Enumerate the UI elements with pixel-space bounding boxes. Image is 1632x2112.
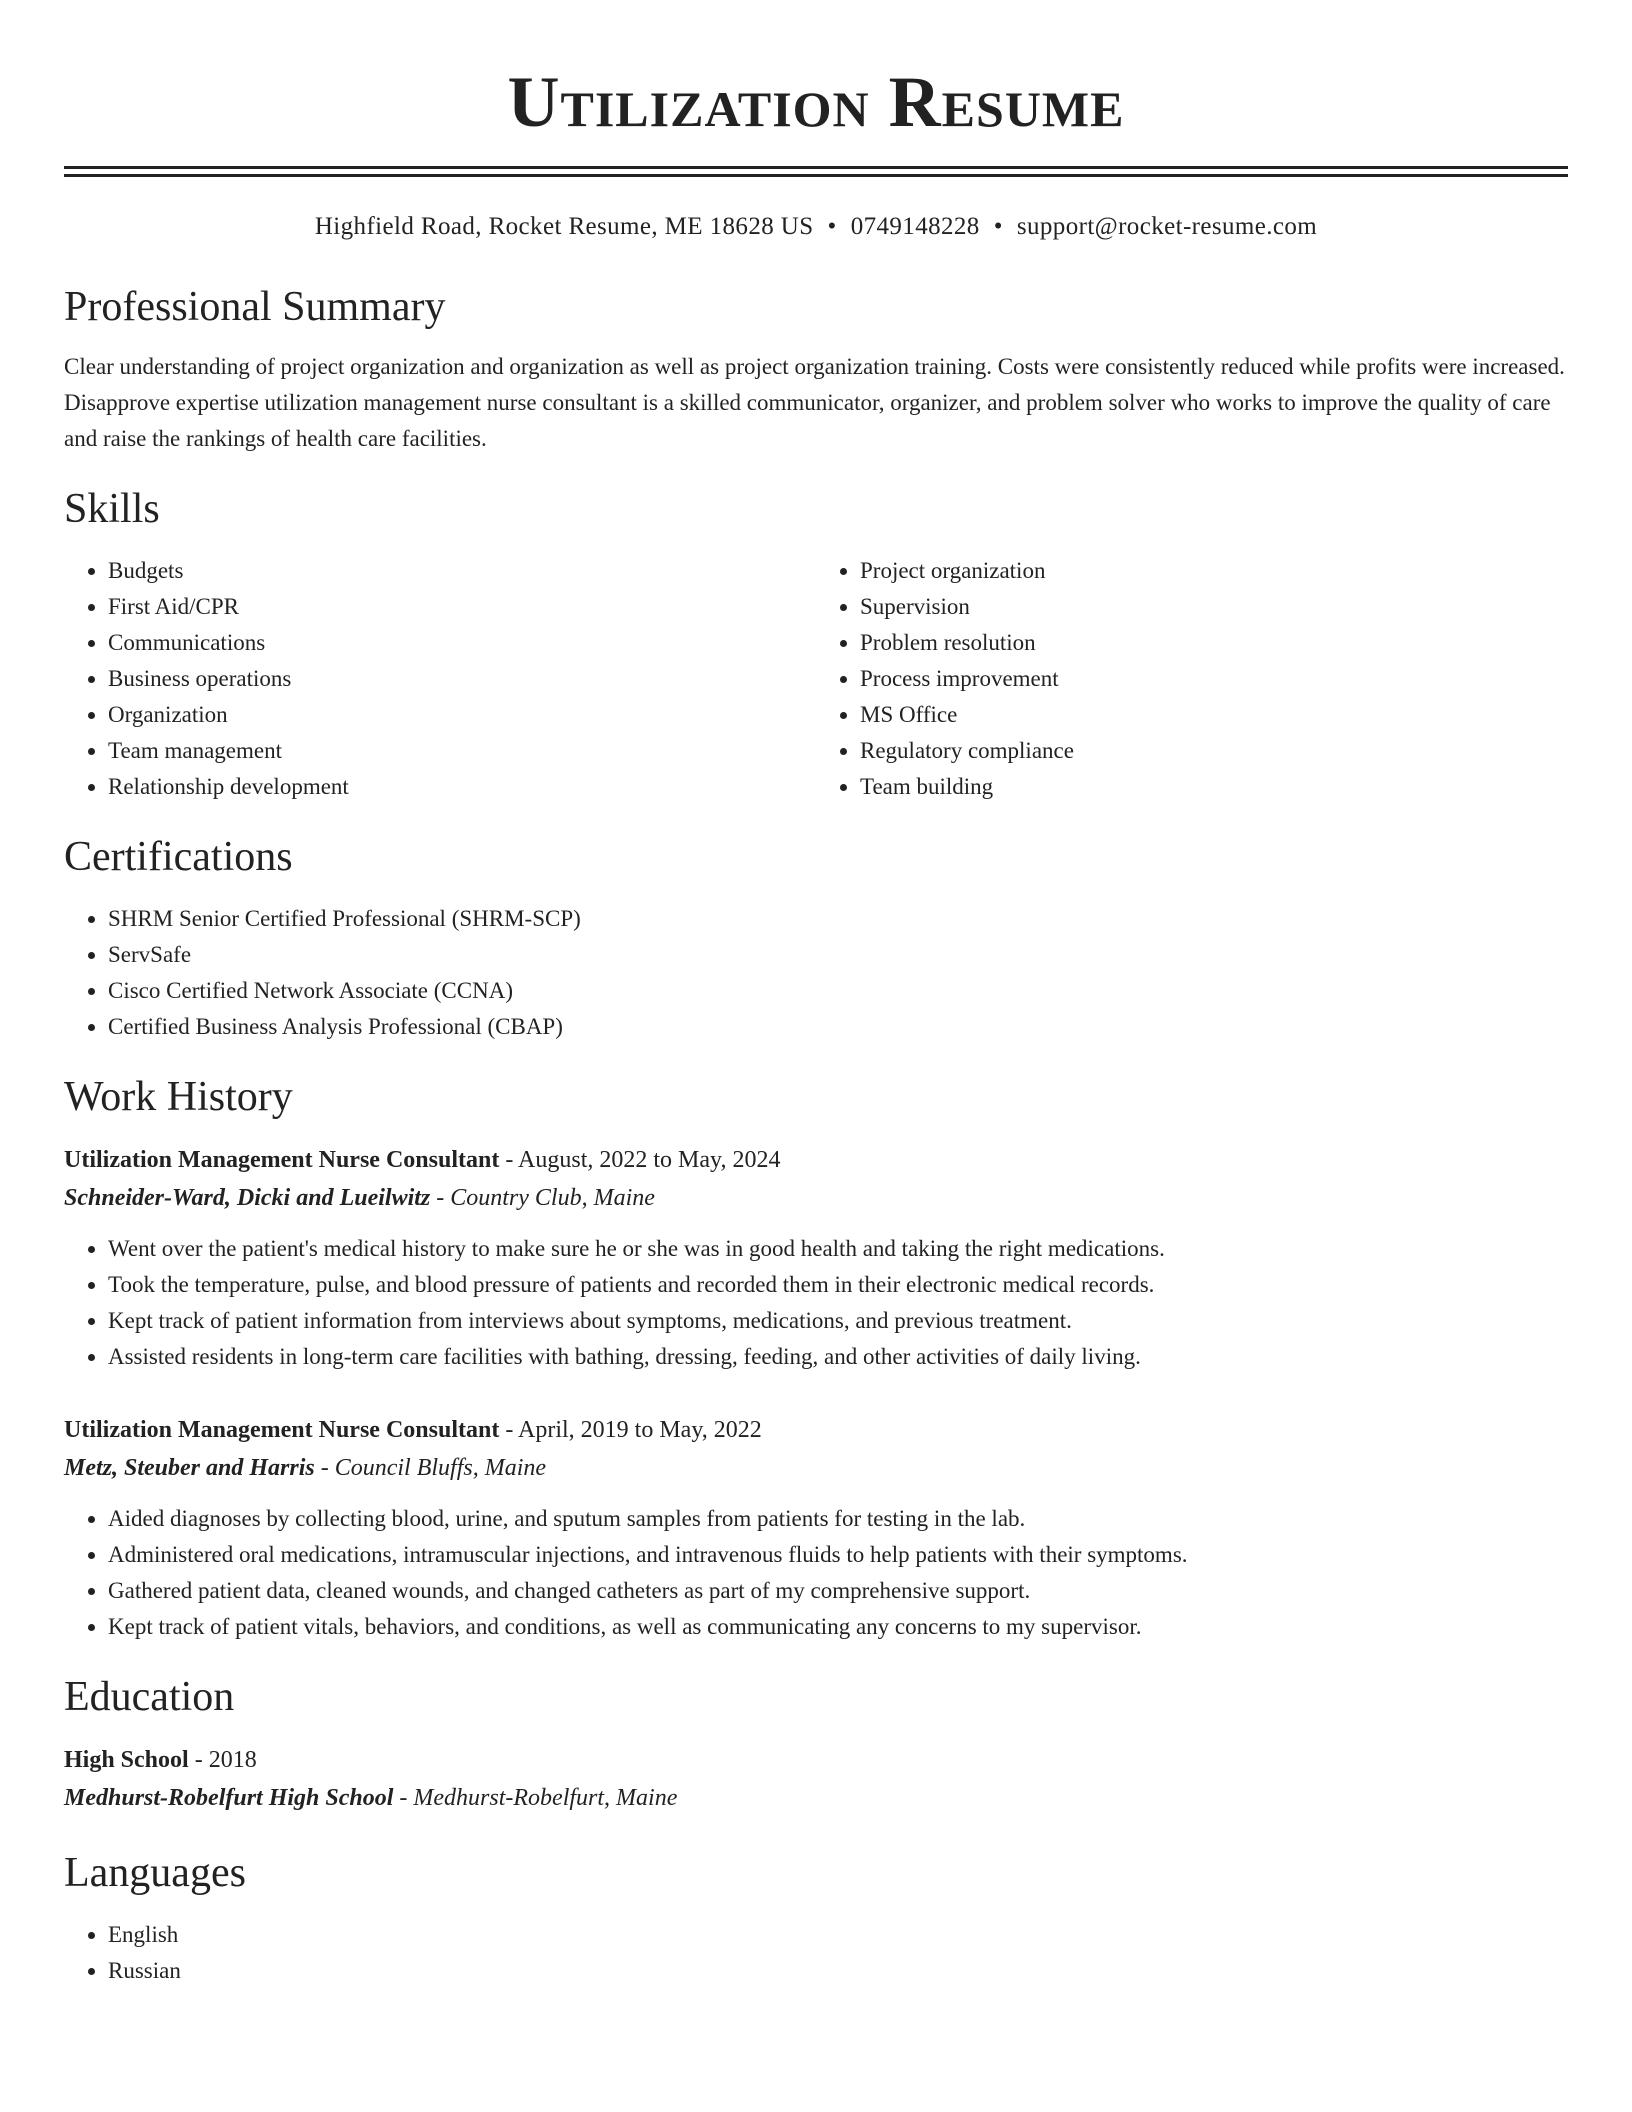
list-item: • Aided diagnoses by collecting blood, urine, and sputum samples from patients for testing in the lab. bbox=[108, 1501, 1568, 1537]
dash: - bbox=[320, 1455, 329, 1481]
education-location: Medhurst-Robelfurt, Maine bbox=[413, 1785, 678, 1811]
list-item: • Organization bbox=[108, 697, 816, 733]
summary-section bbox=[64, 281, 1568, 457]
certifications-heading: Certifications bbox=[64, 834, 293, 880]
languages-section bbox=[64, 1847, 1568, 1989]
job-company-line bbox=[64, 1179, 1568, 1217]
skills-list-left bbox=[64, 553, 816, 805]
contact-separator: • bbox=[827, 213, 837, 240]
list-item: • Relationship development bbox=[108, 769, 816, 805]
list-item: • Kept track of patient vitals, behaviors, and conditions, as well as communicating any concerns to my supervisor. bbox=[108, 1609, 1568, 1645]
list-item: • Certified Business Analysis Professional (CBAP) bbox=[108, 1009, 1568, 1045]
dash: - bbox=[436, 1185, 445, 1211]
list-item: • First Aid/CPR bbox=[108, 589, 816, 625]
list-item: • Took the temperature, pulse, and blood pressure of patients and recorded them in their electronic medical records. bbox=[108, 1267, 1568, 1303]
languages-heading: Languages bbox=[64, 1850, 246, 1896]
job-dates: April, 2019 to May, 2022 bbox=[518, 1417, 762, 1443]
summary-heading: Professional Summary bbox=[64, 284, 446, 330]
languages-list bbox=[64, 1917, 1568, 1989]
list-item: • Regulatory compliance bbox=[860, 733, 1568, 769]
list-item: • Team building bbox=[860, 769, 1568, 805]
education-entry bbox=[64, 1741, 1568, 1817]
list-item: • Gathered patient data, cleaned wounds, and changed catheters as part of my comprehensive support. bbox=[108, 1573, 1568, 1609]
work-history-heading: Work History bbox=[64, 1074, 293, 1120]
list-item: • ServSafe bbox=[108, 937, 1568, 973]
job-dates: August, 2022 to May, 2024 bbox=[518, 1147, 781, 1173]
dash: - bbox=[194, 1747, 203, 1773]
education-year: 2018 bbox=[208, 1747, 257, 1773]
list-item: • Cisco Certified Network Associate (CCNA) bbox=[108, 973, 1568, 1009]
certifications-list bbox=[64, 901, 1568, 1045]
job-location: Council Bluffs, Maine bbox=[334, 1455, 547, 1481]
education-school-line bbox=[64, 1779, 1568, 1817]
list-item: • Budgets bbox=[108, 553, 816, 589]
resume-title: Utilization Resume bbox=[507, 62, 1125, 142]
education-heading: Education bbox=[64, 1674, 235, 1720]
list-item: • Russian bbox=[108, 1953, 1568, 1989]
job-location: Country Club, Maine bbox=[450, 1185, 655, 1211]
education-section bbox=[64, 1671, 1568, 1817]
job-entry bbox=[64, 1141, 1568, 1375]
job-company: Metz, Steuber and Harris bbox=[64, 1455, 315, 1481]
job-company-line bbox=[64, 1449, 1568, 1487]
job-title: Utilization Management Nurse Consultant bbox=[64, 1417, 500, 1443]
contact-email: support@rocket-resume.com bbox=[1016, 213, 1318, 240]
list-item: • Went over the patient's medical history to make sure he or she was in good health and taking the right medications. bbox=[108, 1231, 1568, 1267]
list-item: • Communications bbox=[108, 625, 816, 661]
skills-heading: Skills bbox=[64, 486, 160, 532]
job-title-line bbox=[64, 1411, 1568, 1449]
contact-line bbox=[64, 211, 1568, 243]
list-item: • English bbox=[108, 1917, 1568, 1953]
list-item: • Kept track of patient information from interviews about symptoms, medications, and previous treatment. bbox=[108, 1303, 1568, 1339]
contact-address: Highfield Road, Rocket Resume, ME 18628 US bbox=[314, 213, 814, 240]
job-title: Utilization Management Nurse Consultant bbox=[64, 1147, 500, 1173]
skills-section bbox=[64, 483, 1568, 805]
dash: - bbox=[399, 1785, 408, 1811]
title-double-rule bbox=[64, 166, 1568, 177]
job-bullets bbox=[64, 1231, 1568, 1375]
list-item: • Problem resolution bbox=[860, 625, 1568, 661]
education-degree-line bbox=[64, 1741, 1568, 1779]
job-entry bbox=[64, 1411, 1568, 1645]
job-company: Schneider-Ward, Dicki and Lueilwitz bbox=[64, 1185, 431, 1211]
skills-grid bbox=[64, 553, 1568, 805]
education-degree: High School bbox=[64, 1747, 189, 1773]
list-item: • Business operations bbox=[108, 661, 816, 697]
job-bullets bbox=[64, 1501, 1568, 1645]
education-school: Medhurst-Robelfurt High School bbox=[64, 1785, 394, 1811]
list-item: • Process improvement bbox=[860, 661, 1568, 697]
contact-phone: 0749148228 bbox=[850, 213, 980, 240]
skills-list-right bbox=[816, 553, 1568, 805]
list-item: • MS Office bbox=[860, 697, 1568, 733]
list-item: • Assisted residents in long-term care facilities with bathing, dressing, feeding, and other activities of daily living. bbox=[108, 1339, 1568, 1375]
certifications-section bbox=[64, 831, 1568, 1045]
job-title-line bbox=[64, 1141, 1568, 1179]
list-item: • Project organization bbox=[860, 553, 1568, 589]
list-item: • Administered oral medications, intramuscular injections, and intravenous fluids to help patients with their symptoms. bbox=[108, 1537, 1568, 1573]
list-item: • Supervision bbox=[860, 589, 1568, 625]
list-item: • SHRM Senior Certified Professional (SHRM-SCP) bbox=[108, 901, 1568, 937]
contact-separator: • bbox=[993, 213, 1003, 240]
list-item: • Team management bbox=[108, 733, 816, 769]
summary-text: Clear understanding of project organization and organization as well as project organization training. Costs were consistently reduced while profits were increased. Disapprove expertise utilization management nurse consultant is a skilled communicator, organizer, and problem solver who works to improve the quality of care and raise the rankings of health care facilities. bbox=[64, 354, 1565, 451]
dash: - bbox=[505, 1417, 514, 1443]
work-history-section bbox=[64, 1071, 1568, 1645]
dash: - bbox=[505, 1147, 514, 1173]
